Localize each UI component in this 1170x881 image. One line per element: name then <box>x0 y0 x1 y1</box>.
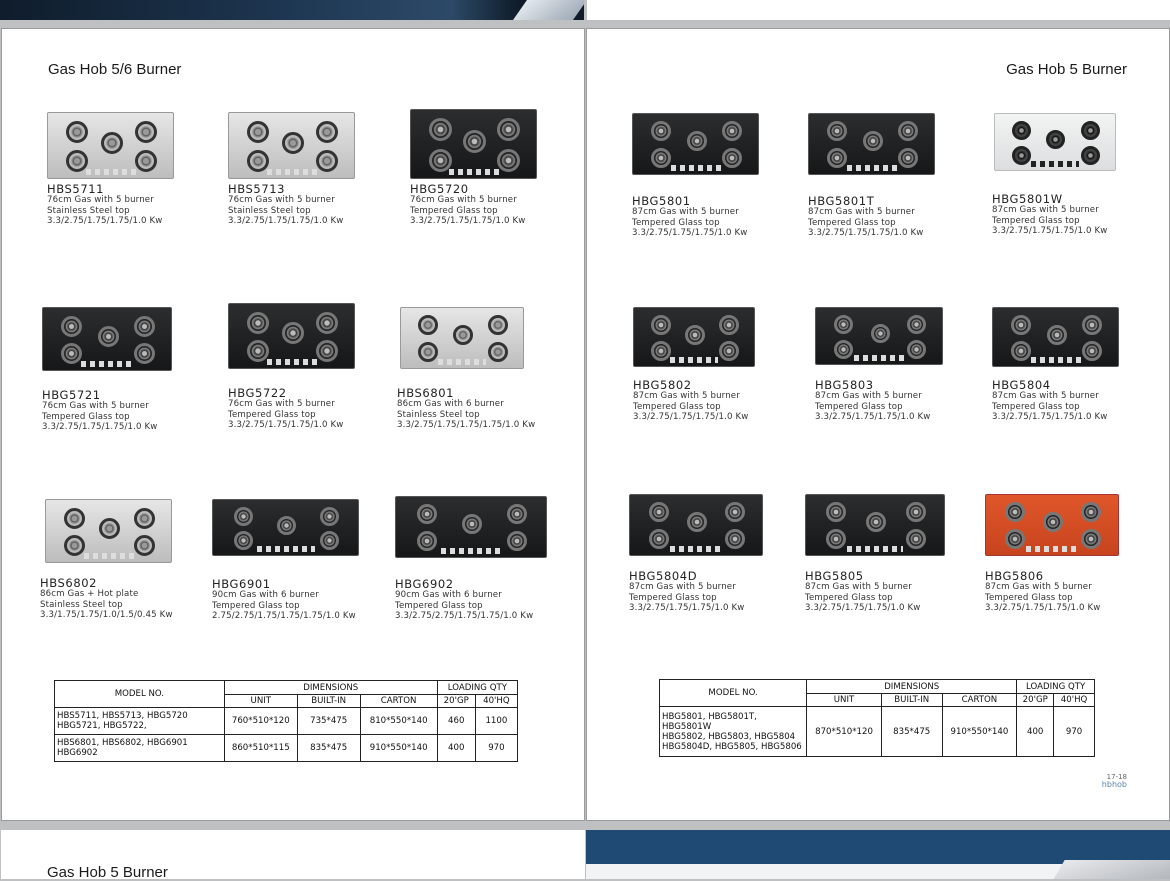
burner-icon <box>1081 502 1101 522</box>
bottom-right-page <box>586 830 1170 879</box>
burner-icon <box>719 315 739 335</box>
burner-icon <box>418 342 438 362</box>
burner-icon <box>234 531 253 550</box>
burner-icon <box>453 325 473 345</box>
brand-logo: hbhob <box>1101 780 1127 789</box>
burner-icon <box>64 508 85 529</box>
knobs-icon <box>86 169 136 175</box>
burner-icon <box>725 529 745 549</box>
hob-image <box>410 109 537 179</box>
burner-icon <box>827 121 847 141</box>
knobs-icon <box>670 546 723 552</box>
burner-icon <box>488 315 508 335</box>
knobs-icon <box>441 548 501 554</box>
burner-icon <box>1005 502 1025 522</box>
burner-icon <box>651 315 671 335</box>
burner-icon <box>507 531 527 551</box>
product-card: HBG5801T 87cm Gas with 5 burner Tempered Glass top 3.3/2.75/1.75/1.75/1.0 Kw <box>808 113 935 239</box>
top-photo-strip <box>0 0 584 20</box>
burner-icon <box>1081 121 1100 140</box>
burner-icon <box>871 324 890 343</box>
burner-icon <box>247 312 269 334</box>
knobs-icon <box>267 359 317 365</box>
hob-image <box>629 494 763 556</box>
burner-icon <box>687 131 707 151</box>
burner-icon <box>418 315 438 335</box>
burner-icon <box>722 148 742 168</box>
burner-icon <box>316 150 338 172</box>
burner-icon <box>649 529 669 549</box>
right-page <box>586 28 1170 821</box>
knobs-icon <box>847 165 897 171</box>
knobs-icon <box>84 553 134 559</box>
product-card: HBS6801 86cm Gas with 6 burner Stainless Steel top 3.3/2.75/1.75/1.75/1.75/1.0 Kw <box>397 307 535 431</box>
burner-icon <box>1047 325 1067 345</box>
burner-icon <box>834 340 853 359</box>
hob-image <box>994 113 1116 171</box>
burner-icon <box>1082 341 1102 361</box>
burner-icon <box>827 148 847 168</box>
left-page <box>1 28 585 821</box>
hob-image <box>815 307 943 365</box>
burner-icon <box>722 121 742 141</box>
burner-icon <box>1081 529 1101 549</box>
burner-icon <box>1081 146 1100 165</box>
burner-icon <box>906 529 926 549</box>
burner-icon <box>417 504 437 524</box>
page-title: Gas Hob 5 Burner <box>1006 61 1127 78</box>
burner-icon <box>907 315 926 334</box>
burner-icon <box>863 131 883 151</box>
burner-icon <box>1011 341 1031 361</box>
burner-icon <box>1012 146 1031 165</box>
burner-icon <box>488 342 508 362</box>
page-title: Gas Hob 5/6 Burner <box>48 61 182 78</box>
burner-icon <box>316 121 338 143</box>
burner-icon <box>99 518 120 539</box>
burner-icon <box>64 535 85 556</box>
burner-icon <box>462 514 482 534</box>
burner-icon <box>725 502 745 522</box>
burner-icon <box>719 341 739 361</box>
burner-icon <box>651 341 671 361</box>
burner-icon <box>282 132 304 154</box>
knobs-icon <box>438 359 487 365</box>
knobs-icon <box>1031 357 1081 363</box>
knobs-icon <box>1031 161 1079 167</box>
product-card: HBG5806 87cm Gas with 5 burner Tempered Glass top 3.3/2.75/1.75/1.75/1.0 Kw <box>985 494 1119 614</box>
burner-icon <box>134 535 155 556</box>
product-card: HBG6902 90cm Gas with 6 burner Tempered Glass top 3.3/2.75/2.75/1.75/1.75/1.0 Kw <box>395 496 547 622</box>
burner-icon <box>98 326 119 347</box>
burner-icon <box>134 316 155 337</box>
burner-icon <box>1082 315 1102 335</box>
hob-image <box>632 113 759 175</box>
burner-icon <box>247 121 269 143</box>
burner-icon <box>135 121 157 143</box>
product-card: HBS5713 76cm Gas with 5 burner Stainless Steel top 3.3/2.75/1.75/1.75/1.0 Kw <box>228 112 355 227</box>
burner-icon <box>651 148 671 168</box>
burner-icon <box>898 121 918 141</box>
hob-image <box>808 113 935 175</box>
hob-image <box>45 499 172 563</box>
product-card: HBG6901 90cm Gas with 6 burner Tempered Glass top 2.75/2.75/1.75/1.75/1.75/1.0 Kw <box>212 499 359 622</box>
burner-icon <box>429 118 452 141</box>
dimensions-table: MODEL NO. DIMENSIONS LOADING QTY UNIT BUILT-IN CARTON 20'GP 40'HQ HBS5711, HBS5713, HBG5720 HBG5721, HBG5722, 760*510*120 735*475 810*550*140 460 1100 HBS6801, HBS6802, HBG6901 HBG6902 860*510*115 835*475 910*550*140 400 970 <box>54 680 518 762</box>
burner-icon <box>134 343 155 364</box>
burner-icon <box>1011 315 1031 335</box>
product-card: HBG5805 87cm Gas with 5 burner Tempered Glass top 3.3/2.75/1.75/1.75/1.0 Kw <box>805 494 945 614</box>
burner-icon <box>234 507 253 526</box>
bottom-left-page <box>1 830 585 879</box>
knobs-icon <box>671 165 721 171</box>
burner-icon <box>906 502 926 522</box>
burner-icon <box>1005 529 1025 549</box>
burner-icon <box>316 340 338 362</box>
product-card: HBG5720 76cm Gas with 5 burner Tempered Glass top 3.3/2.75/1.75/1.75/1.0 Kw <box>410 109 537 227</box>
hob-image <box>395 496 547 558</box>
knobs-icon <box>81 361 132 367</box>
burner-icon <box>685 325 705 345</box>
knobs-icon <box>854 355 904 361</box>
hob-image <box>212 499 359 556</box>
burner-icon <box>282 322 304 344</box>
burner-icon <box>1012 121 1031 140</box>
burner-icon <box>463 130 486 153</box>
burner-icon <box>497 118 520 141</box>
burner-icon <box>61 343 82 364</box>
burner-icon <box>1046 130 1065 149</box>
product-card: HBG5801W 87cm Gas with 5 burner Tempered Glass top 3.3/2.75/1.75/1.75/1.0 Kw <box>992 113 1116 237</box>
product-card: HBG5803 87cm Gas with 5 burner Tempered Glass top 3.3/2.75/1.75/1.75/1.0 Kw <box>815 307 943 423</box>
product-card: HBG5801 87cm Gas with 5 burner Tempered Glass top 3.3/2.75/1.75/1.75/1.0 Kw <box>632 113 759 239</box>
burner-icon <box>135 150 157 172</box>
page-title: Gas Hob 5 Burner <box>47 864 168 881</box>
burner-icon <box>277 516 296 535</box>
burner-icon <box>826 529 846 549</box>
table-row: HBG5801, HBG5801T, HBG5801W HBG5802, HBG5803, HBG5804 HBG5804D, HBG5805, HBG5806 870*510*120 835*475 910*550*140 400 970 <box>660 707 1095 757</box>
knobs-icon <box>847 546 902 552</box>
burner-icon <box>66 121 88 143</box>
product-card: HBG5721 76cm Gas with 5 burner Tempered Glass top 3.3/2.75/1.75/1.75/1.0 Kw <box>42 307 172 433</box>
burner-icon <box>417 531 437 551</box>
knobs-icon <box>1026 546 1079 552</box>
burner-icon <box>687 512 707 532</box>
hob-image <box>805 494 945 556</box>
burner-icon <box>134 508 155 529</box>
burner-icon <box>101 132 123 154</box>
burner-icon <box>320 531 339 550</box>
burner-icon <box>61 316 82 337</box>
hob-image <box>985 494 1119 556</box>
product-card: HBG5802 87cm Gas with 5 burner Tempered Glass top 3.3/2.75/1.75/1.75/1.0 Kw <box>633 307 755 423</box>
dimensions-table: MODEL NO. DIMENSIONS LOADING QTY UNIT BUILT-IN CARTON 20'GP 40'HQ HBG5801, HBG5801T, HBG5801W HBG5802, HBG5803, HBG5804 HBG5804D, HBG5805, HBG5806 870*510*120 835*475 910*550*140 400 970 <box>659 679 1095 757</box>
burner-icon <box>907 340 926 359</box>
burner-icon <box>834 315 853 334</box>
knobs-icon <box>670 357 718 363</box>
top-blank-strip <box>587 0 1170 20</box>
hob-image <box>400 307 524 369</box>
product-card: HBG5804 87cm Gas with 5 burner Tempered Glass top 3.3/2.75/1.75/1.75/1.0 Kw <box>992 307 1119 423</box>
hob-image <box>42 307 172 371</box>
product-card: HBG5804D 87cm Gas with 5 burner Tempered Glass top 3.3/2.75/1.75/1.75/1.0 Kw <box>629 494 763 614</box>
product-card: HBG5722 76cm Gas with 5 burner Tempered Glass top 3.3/2.75/1.75/1.75/1.0 Kw <box>228 303 355 431</box>
table-row: HBS6801, HBS6802, HBG6901 HBG6902 860*510*115 835*475 910*550*140 400 970 <box>55 735 518 762</box>
table-row: HBS5711, HBS5713, HBG5720 HBG5721, HBG5722, 760*510*120 735*475 810*550*140 460 1100 <box>55 708 518 735</box>
header-band <box>586 830 1170 864</box>
burner-icon <box>1043 512 1063 532</box>
burner-icon <box>649 502 669 522</box>
hob-image <box>633 307 755 367</box>
knobs-icon <box>449 169 499 175</box>
knobs-icon <box>257 546 315 552</box>
hob-image <box>228 112 355 179</box>
product-card: HBS5711 76cm Gas with 5 burner Stainless Steel top 3.3/2.75/1.75/1.75/1.0 Kw <box>47 112 174 227</box>
page-number: 17-18 hbhob <box>1101 773 1127 789</box>
product-card: HBS6802 86cm Gas + Hot plate Stainless Steel top 3.3/1.75/1.75/1.0/1.5/0.45 Kw <box>40 499 173 621</box>
burner-icon <box>316 312 338 334</box>
burner-icon <box>651 121 671 141</box>
burner-icon <box>507 504 527 524</box>
burner-icon <box>497 149 520 172</box>
burner-icon <box>866 512 886 532</box>
burner-icon <box>826 502 846 522</box>
burner-icon <box>320 507 339 526</box>
hob-image <box>228 303 355 369</box>
hob-image <box>992 307 1119 367</box>
knobs-icon <box>267 169 317 175</box>
burner-icon <box>898 148 918 168</box>
hob-image <box>47 112 174 179</box>
